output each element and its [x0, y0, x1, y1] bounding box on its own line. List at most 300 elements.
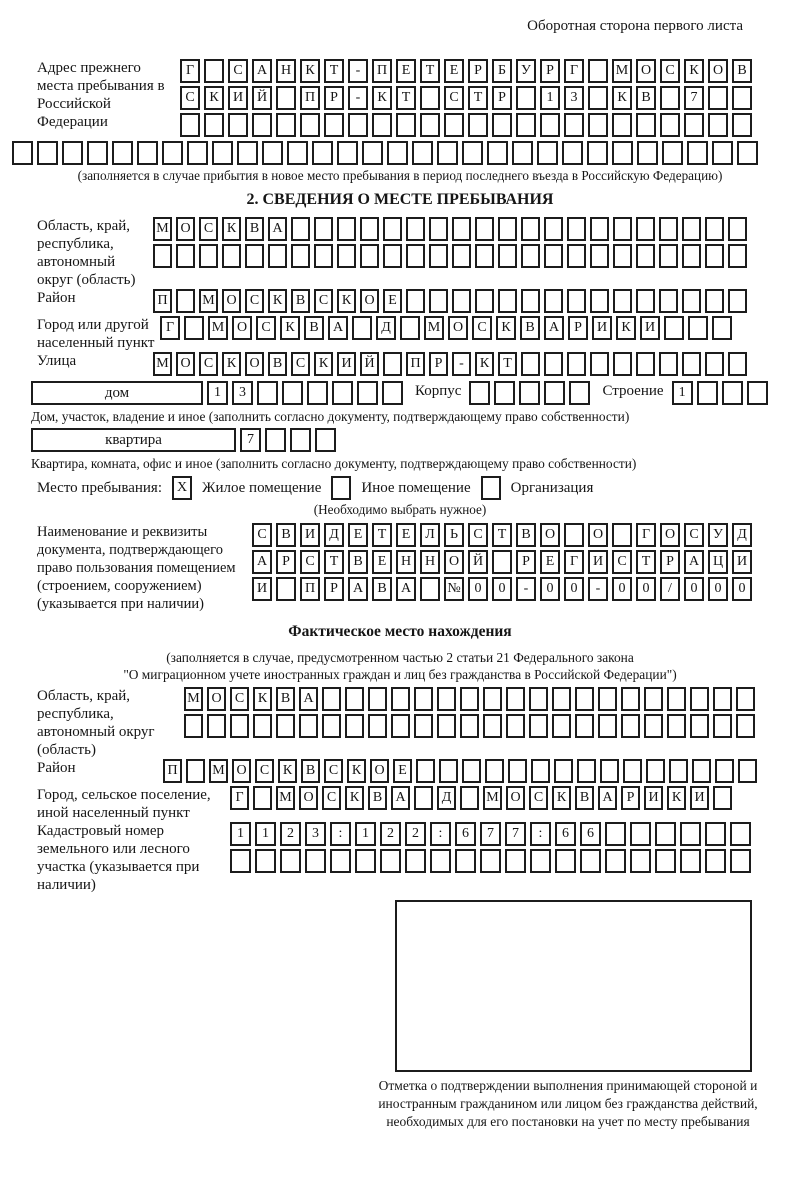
char-cell[interactable] [544, 381, 565, 405]
char-cell[interactable]: А [299, 687, 318, 711]
char-cell[interactable]: О [207, 687, 226, 711]
char-cell[interactable]: Г [636, 523, 656, 547]
char-cell[interactable] [588, 86, 608, 110]
char-cell[interactable]: Т [468, 86, 488, 110]
char-cell[interactable]: А [252, 550, 272, 574]
char-cell[interactable] [257, 381, 278, 405]
char-cell[interactable] [588, 59, 608, 83]
char-cell[interactable] [531, 759, 550, 783]
char-cell[interactable] [355, 849, 376, 873]
char-cell[interactable]: 1 [540, 86, 560, 110]
char-cell[interactable]: 3 [564, 86, 584, 110]
char-cell[interactable] [265, 428, 286, 452]
char-cell[interactable] [521, 352, 540, 376]
char-cell[interactable]: С [199, 217, 218, 241]
char-cell[interactable] [637, 141, 658, 165]
char-cell[interactable] [230, 849, 251, 873]
char-cell[interactable]: М [276, 786, 295, 810]
char-cell[interactable] [382, 381, 403, 405]
char-cell[interactable]: А [684, 550, 704, 574]
char-cell[interactable]: О [588, 523, 608, 547]
char-cell[interactable]: В [520, 316, 540, 340]
char-cell[interactable] [345, 714, 364, 738]
char-cell[interactable] [712, 141, 733, 165]
char-cell[interactable]: Р [468, 59, 488, 83]
char-cell[interactable] [345, 687, 364, 711]
char-cell[interactable] [613, 289, 632, 313]
char-cell[interactable]: О [370, 759, 389, 783]
char-cell[interactable]: С [291, 352, 310, 376]
char-cell[interactable] [705, 244, 724, 268]
char-cell[interactable]: К [314, 352, 333, 376]
char-cell[interactable]: Т [420, 59, 440, 83]
char-cell[interactable] [697, 381, 718, 405]
checkbox-residential[interactable]: X [172, 476, 192, 500]
char-cell[interactable]: К [552, 786, 571, 810]
char-cell[interactable]: К [280, 316, 300, 340]
char-cell[interactable]: А [328, 316, 348, 340]
char-cell[interactable] [352, 316, 372, 340]
char-cell[interactable] [444, 113, 464, 137]
char-cell[interactable] [636, 217, 655, 241]
char-cell[interactable] [268, 244, 287, 268]
char-cell[interactable]: П [300, 86, 320, 110]
char-cell[interactable]: У [708, 523, 728, 547]
char-cell[interactable]: С [314, 289, 333, 313]
char-cell[interactable]: С [472, 316, 492, 340]
char-cell[interactable] [498, 289, 517, 313]
char-cell[interactable]: О [176, 217, 195, 241]
char-cell[interactable]: Е [540, 550, 560, 574]
char-cell[interactable]: О [540, 523, 560, 547]
char-cell[interactable]: С [256, 316, 276, 340]
char-cell[interactable] [12, 141, 33, 165]
char-cell[interactable]: П [163, 759, 182, 783]
char-cell[interactable]: О [232, 759, 251, 783]
char-cell[interactable]: Й [360, 352, 379, 376]
char-cell[interactable] [368, 714, 387, 738]
char-cell[interactable] [412, 141, 433, 165]
char-cell[interactable]: 1 [207, 381, 228, 405]
char-cell[interactable]: К [345, 786, 364, 810]
char-cell[interactable] [391, 687, 410, 711]
char-cell[interactable]: В [291, 289, 310, 313]
char-cell[interactable]: С [529, 786, 548, 810]
char-cell[interactable] [519, 381, 540, 405]
char-cell[interactable] [462, 141, 483, 165]
char-cell[interactable]: - [452, 352, 471, 376]
char-cell[interactable]: В [636, 86, 656, 110]
char-cell[interactable] [162, 141, 183, 165]
char-cell[interactable]: В [732, 59, 752, 83]
char-cell[interactable]: М [483, 786, 502, 810]
char-cell[interactable] [468, 113, 488, 137]
char-cell[interactable] [567, 289, 586, 313]
char-cell[interactable]: С [245, 289, 264, 313]
char-cell[interactable]: В [304, 316, 324, 340]
char-cell[interactable] [544, 217, 563, 241]
char-cell[interactable] [577, 759, 596, 783]
char-cell[interactable]: 0 [708, 577, 728, 601]
char-cell[interactable]: П [406, 352, 425, 376]
char-cell[interactable] [485, 759, 504, 783]
char-cell[interactable]: М [612, 59, 632, 83]
char-cell[interactable]: 0 [636, 577, 656, 601]
char-cell[interactable] [738, 759, 757, 783]
char-cell[interactable] [492, 113, 512, 137]
char-cell[interactable] [590, 352, 609, 376]
char-cell[interactable] [406, 244, 425, 268]
char-cell[interactable] [368, 687, 387, 711]
char-cell[interactable]: Р [621, 786, 640, 810]
char-cell[interactable]: В [348, 550, 368, 574]
char-cell[interactable] [728, 352, 747, 376]
char-cell[interactable]: В [276, 687, 295, 711]
char-cell[interactable]: А [391, 786, 410, 810]
char-cell[interactable]: И [732, 550, 752, 574]
char-cell[interactable] [420, 86, 440, 110]
char-cell[interactable] [516, 113, 536, 137]
char-cell[interactable] [680, 849, 701, 873]
char-cell[interactable] [613, 352, 632, 376]
char-cell[interactable]: 0 [468, 577, 488, 601]
char-cell[interactable]: Н [396, 550, 416, 574]
char-cell[interactable] [590, 244, 609, 268]
char-cell[interactable] [452, 244, 471, 268]
char-cell[interactable] [555, 849, 576, 873]
char-cell[interactable] [659, 244, 678, 268]
char-cell[interactable] [659, 217, 678, 241]
char-cell[interactable] [322, 687, 341, 711]
char-cell[interactable] [705, 289, 724, 313]
char-cell[interactable] [455, 849, 476, 873]
char-cell[interactable]: 3 [232, 381, 253, 405]
char-cell[interactable] [383, 352, 402, 376]
char-cell[interactable]: А [396, 577, 416, 601]
char-cell[interactable] [660, 113, 680, 137]
char-cell[interactable]: П [300, 577, 320, 601]
char-cell[interactable] [521, 244, 540, 268]
char-cell[interactable]: И [644, 786, 663, 810]
char-cell[interactable] [452, 289, 471, 313]
char-cell[interactable] [736, 687, 755, 711]
char-cell[interactable] [176, 244, 195, 268]
char-cell[interactable] [469, 381, 490, 405]
char-cell[interactable]: Р [516, 550, 536, 574]
char-cell[interactable] [506, 714, 525, 738]
char-cell[interactable]: Б [492, 59, 512, 83]
char-cell[interactable] [644, 687, 663, 711]
char-cell[interactable]: 0 [540, 577, 560, 601]
char-cell[interactable] [262, 141, 283, 165]
char-cell[interactable]: К [268, 289, 287, 313]
char-cell[interactable]: Р [540, 59, 560, 83]
char-cell[interactable]: Р [276, 550, 296, 574]
char-cell[interactable]: О [636, 59, 656, 83]
char-cell[interactable] [730, 849, 751, 873]
char-cell[interactable] [567, 217, 586, 241]
char-cell[interactable] [598, 687, 617, 711]
char-cell[interactable] [153, 244, 172, 268]
char-cell[interactable]: С [322, 786, 341, 810]
char-cell[interactable]: Г [564, 550, 584, 574]
char-cell[interactable] [276, 714, 295, 738]
char-cell[interactable]: 3 [305, 822, 326, 846]
char-cell[interactable] [348, 113, 368, 137]
char-cell[interactable] [314, 244, 333, 268]
char-cell[interactable]: М [209, 759, 228, 783]
char-cell[interactable] [659, 352, 678, 376]
char-cell[interactable] [636, 113, 656, 137]
char-cell[interactable]: № [444, 577, 464, 601]
char-cell[interactable] [669, 759, 688, 783]
char-cell[interactable] [684, 113, 704, 137]
char-cell[interactable] [664, 316, 684, 340]
char-cell[interactable] [237, 141, 258, 165]
char-cell[interactable]: 1 [672, 381, 693, 405]
char-cell[interactable] [487, 141, 508, 165]
char-cell[interactable] [462, 759, 481, 783]
char-cell[interactable] [575, 714, 594, 738]
char-cell[interactable] [682, 352, 701, 376]
char-cell[interactable]: Г [160, 316, 180, 340]
char-cell[interactable] [324, 113, 344, 137]
char-cell[interactable]: 2 [280, 822, 301, 846]
char-cell[interactable] [705, 849, 726, 873]
char-cell[interactable] [430, 849, 451, 873]
char-cell[interactable] [728, 289, 747, 313]
char-cell[interactable] [222, 244, 241, 268]
char-cell[interactable]: 6 [580, 822, 601, 846]
char-cell[interactable] [383, 217, 402, 241]
char-cell[interactable]: 1 [255, 822, 276, 846]
char-cell[interactable]: Е [444, 59, 464, 83]
char-cell[interactable] [687, 141, 708, 165]
char-cell[interactable] [688, 316, 708, 340]
char-cell[interactable]: С [612, 550, 632, 574]
char-cell[interactable] [396, 113, 416, 137]
char-cell[interactable] [420, 577, 440, 601]
char-cell[interactable] [87, 141, 108, 165]
char-cell[interactable] [429, 289, 448, 313]
char-cell[interactable] [712, 316, 732, 340]
char-cell[interactable] [540, 113, 560, 137]
char-cell[interactable]: Н [420, 550, 440, 574]
char-cell[interactable]: Й [468, 550, 488, 574]
char-cell[interactable] [552, 714, 571, 738]
char-cell[interactable] [337, 217, 356, 241]
char-cell[interactable] [498, 244, 517, 268]
char-cell[interactable]: 2 [405, 822, 426, 846]
char-cell[interactable] [357, 381, 378, 405]
char-cell[interactable]: Т [636, 550, 656, 574]
char-cell[interactable]: 7 [505, 822, 526, 846]
char-cell[interactable]: К [667, 786, 686, 810]
char-cell[interactable] [600, 759, 619, 783]
char-cell[interactable] [728, 217, 747, 241]
char-cell[interactable] [544, 352, 563, 376]
char-cell[interactable] [736, 714, 755, 738]
char-cell[interactable] [282, 381, 303, 405]
char-cell[interactable]: О [299, 786, 318, 810]
char-cell[interactable]: О [232, 316, 252, 340]
char-cell[interactable] [391, 714, 410, 738]
char-cell[interactable] [204, 59, 224, 83]
char-cell[interactable] [337, 141, 358, 165]
char-cell[interactable] [667, 714, 686, 738]
char-cell[interactable] [480, 849, 501, 873]
char-cell[interactable]: А [348, 577, 368, 601]
char-cell[interactable] [187, 141, 208, 165]
char-cell[interactable] [554, 759, 573, 783]
char-cell[interactable] [562, 141, 583, 165]
char-cell[interactable]: - [348, 59, 368, 83]
checkbox-other-premises[interactable] [331, 476, 351, 500]
char-cell[interactable]: М [208, 316, 228, 340]
char-cell[interactable] [280, 849, 301, 873]
char-cell[interactable] [715, 759, 734, 783]
char-cell[interactable]: Т [372, 523, 392, 547]
char-cell[interactable] [290, 428, 311, 452]
char-cell[interactable] [414, 714, 433, 738]
char-cell[interactable] [322, 714, 341, 738]
char-cell[interactable] [406, 217, 425, 241]
char-cell[interactable] [483, 687, 502, 711]
char-cell[interactable] [276, 113, 296, 137]
char-cell[interactable]: С [468, 523, 488, 547]
char-cell[interactable]: Е [396, 523, 416, 547]
char-cell[interactable] [564, 523, 584, 547]
char-cell[interactable]: С [230, 687, 249, 711]
char-cell[interactable]: - [588, 577, 608, 601]
char-cell[interactable]: О [245, 352, 264, 376]
char-cell[interactable]: А [598, 786, 617, 810]
char-cell[interactable] [630, 849, 651, 873]
char-cell[interactable]: Т [492, 523, 512, 547]
char-cell[interactable]: К [475, 352, 494, 376]
char-cell[interactable] [659, 289, 678, 313]
char-cell[interactable] [315, 428, 336, 452]
char-cell[interactable]: К [253, 687, 272, 711]
char-cell[interactable] [452, 217, 471, 241]
char-cell[interactable]: М [153, 217, 172, 241]
char-cell[interactable] [380, 849, 401, 873]
char-cell[interactable]: 6 [455, 822, 476, 846]
char-cell[interactable] [439, 759, 458, 783]
char-cell[interactable] [360, 244, 379, 268]
char-cell[interactable]: Т [324, 59, 344, 83]
char-cell[interactable]: 1 [230, 822, 251, 846]
char-cell[interactable] [494, 381, 515, 405]
char-cell[interactable] [530, 849, 551, 873]
char-cell[interactable] [680, 822, 701, 846]
char-cell[interactable]: Л [420, 523, 440, 547]
char-cell[interactable] [387, 141, 408, 165]
char-cell[interactable]: К [337, 289, 356, 313]
char-cell[interactable] [569, 381, 590, 405]
char-cell[interactable] [705, 352, 724, 376]
char-cell[interactable] [228, 113, 248, 137]
char-cell[interactable]: И [640, 316, 660, 340]
char-cell[interactable]: В [301, 759, 320, 783]
char-cell[interactable] [612, 113, 632, 137]
char-cell[interactable] [646, 759, 665, 783]
char-cell[interactable] [184, 714, 203, 738]
char-cell[interactable]: Р [324, 86, 344, 110]
char-cell[interactable] [204, 113, 224, 137]
char-cell[interactable]: Т [324, 550, 344, 574]
char-cell[interactable] [508, 759, 527, 783]
char-cell[interactable]: О [506, 786, 525, 810]
char-cell[interactable]: О [360, 289, 379, 313]
char-cell[interactable] [682, 244, 701, 268]
char-cell[interactable] [613, 244, 632, 268]
char-cell[interactable] [623, 759, 642, 783]
char-cell[interactable] [713, 714, 732, 738]
char-cell[interactable]: С [228, 59, 248, 83]
char-cell[interactable] [512, 141, 533, 165]
char-cell[interactable] [590, 289, 609, 313]
char-cell[interactable] [692, 759, 711, 783]
char-cell[interactable] [176, 289, 195, 313]
char-cell[interactable]: Д [324, 523, 344, 547]
char-cell[interactable] [314, 217, 333, 241]
char-cell[interactable]: - [348, 86, 368, 110]
char-cell[interactable] [276, 577, 296, 601]
checkbox-organization[interactable] [481, 476, 501, 500]
char-cell[interactable]: Р [429, 352, 448, 376]
char-cell[interactable]: 7 [684, 86, 704, 110]
char-cell[interactable]: В [268, 352, 287, 376]
char-cell[interactable] [705, 217, 724, 241]
char-cell[interactable]: Г [230, 786, 249, 810]
char-cell[interactable] [713, 786, 732, 810]
char-cell[interactable]: С [300, 550, 320, 574]
char-cell[interactable] [713, 687, 732, 711]
char-cell[interactable]: О [222, 289, 241, 313]
char-cell[interactable]: П [372, 59, 392, 83]
char-cell[interactable] [483, 714, 502, 738]
char-cell[interactable] [575, 687, 594, 711]
char-cell[interactable]: Г [180, 59, 200, 83]
char-cell[interactable]: К [204, 86, 224, 110]
char-cell[interactable]: С [324, 759, 343, 783]
char-cell[interactable]: С [684, 523, 704, 547]
char-cell[interactable] [630, 822, 651, 846]
char-cell[interactable] [567, 244, 586, 268]
char-cell[interactable] [521, 289, 540, 313]
char-cell[interactable] [245, 244, 264, 268]
char-cell[interactable]: С [660, 59, 680, 83]
char-cell[interactable] [660, 86, 680, 110]
char-cell[interactable]: Н [276, 59, 296, 83]
char-cell[interactable]: И [228, 86, 248, 110]
char-cell[interactable]: Е [396, 59, 416, 83]
char-cell[interactable]: К [347, 759, 366, 783]
char-cell[interactable] [708, 113, 728, 137]
char-cell[interactable] [383, 244, 402, 268]
char-cell[interactable] [498, 217, 517, 241]
char-cell[interactable]: К [612, 86, 632, 110]
char-cell[interactable] [580, 849, 601, 873]
char-cell[interactable]: : [430, 822, 451, 846]
char-cell[interactable] [516, 86, 536, 110]
char-cell[interactable] [730, 822, 751, 846]
char-cell[interactable] [429, 217, 448, 241]
char-cell[interactable] [253, 714, 272, 738]
char-cell[interactable] [362, 141, 383, 165]
char-cell[interactable] [552, 687, 571, 711]
